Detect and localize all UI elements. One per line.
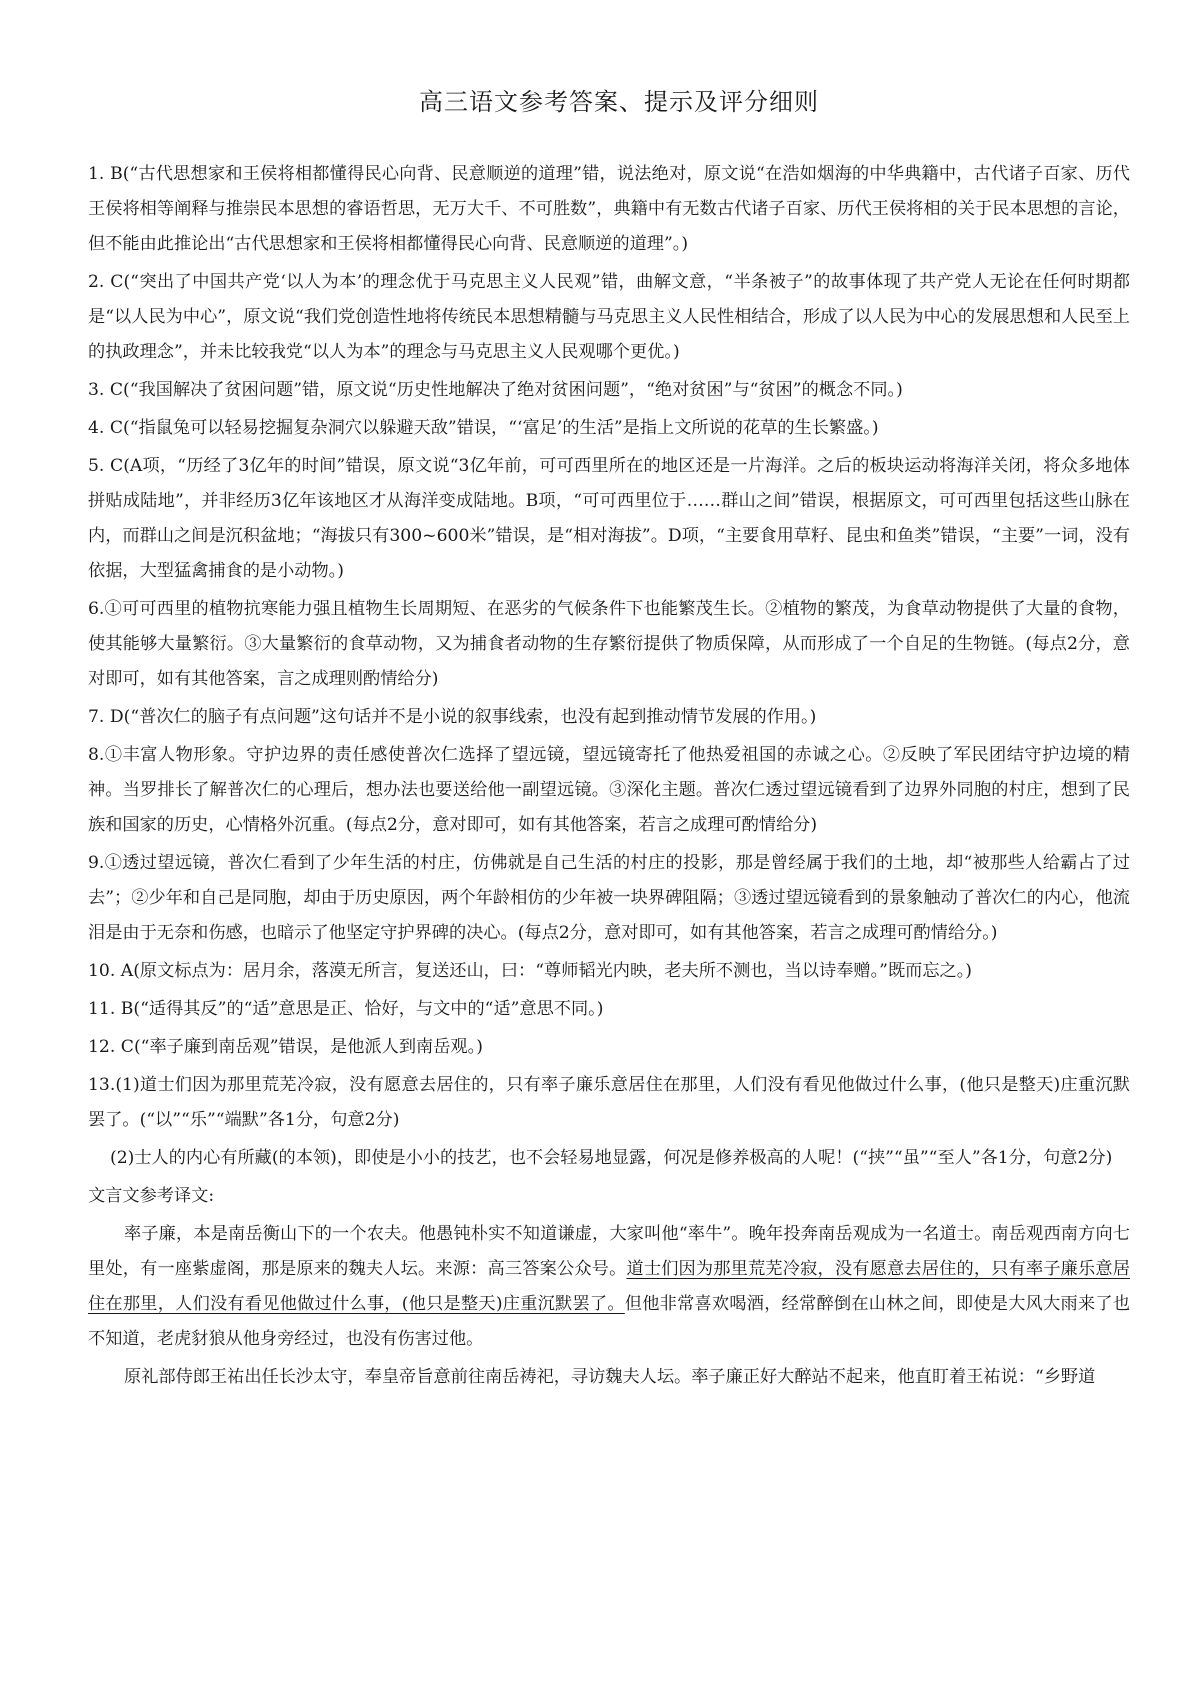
answer-13-part-1: 13.(1)道士们因为那里荒芜冷寂，没有愿意去居住的，只有率子廉乐意居住在那里，人们没有看见他做过什么事，(他只是整天)庄重沉默罢了。(“以”“乐”“端默”各1分，句意2分) (88, 1075, 1130, 1130)
answer-1: 1. B(“古代思想家和王侯将相都懂得民心向背、民意顺逆的道理”错，说法绝对，原文说“在浩如烟海的中华典籍中，古代诸子百家、历代王侯将相等阐释与推崇民本思想的睿语哲思，无万大千、不可胜数”，典籍中有无数古代诸子百家、历代王侯将相的关于民本思想的言论，但不能由此推论出“古代思想家和王侯将相都懂得民心向背、民意顺逆的道理”。) (88, 164, 1130, 254)
answer-12: 12. C(“率子廉到南岳观”错误，是他派人到南岳观。) (88, 1037, 483, 1057)
answer-5: 5. C(A项，“历经了3亿年的时间”错误，原文说“3亿年前，可可西里所在的地区还是一片海洋。之后的板块运动将海洋关闭，将众多地体拼贴成陆地”，并非经历3亿年该地区才从海洋变成陆地。B项，“可可西里位于……群山之间”错误，根据原文，可可西里包括这些山脉在内，而群山之间是沉积盆地；“海拔只有300~600米”错误，是“相对海拔”。D项，“主要食用草籽、昆虫和鱼类”错误，“主要”一词，没有依据，大型猛禽捕食的是小动物。) (88, 456, 1130, 581)
answer-11: 11. B(“适得其反”的“适”意思是正、恰好，与文中的“适”意思不同。) (88, 999, 604, 1019)
answer-3: 3. C(“我国解决了贫困问题”错，原文说“历史性地解决了绝对贫困问题”，“绝对贫困”与“贫困”的概念不同。) (88, 380, 903, 400)
translation-paragraph-1 (88, 1217, 1130, 1357)
answer-10: 10. A(原文标点为：居月余，落漠无所言，复送还山，曰：“尊师韬光内映，老夫所不测也，当以诗奉赠。”既而忘之。) (88, 961, 972, 981)
translation-paragraph-2: 原礼部侍郎王祐出任长沙太守，奉皇帝旨意前往南岳祷祀，寻访魏夫人坛。率子廉正好大醉站不起来，他直盯着王祐说：“乡野道 (124, 1367, 1096, 1387)
answer-4: 4. C(“指鼠兔可以轻易挖掘复杂洞穴以躲避天敌”错误，“‘富足’的生活”是指上文所说的花草的生长繁盛。) (88, 418, 879, 438)
translation-p1-after: 但他非常喜欢喝酒，经常醉倒在山林之间，即使是大风大雨来了也不知道，老虎豺狼从他身旁经过，也没有伤害过他。 (88, 1294, 1130, 1349)
answer-2: 2. C(“突出了中国共产党‘以人为本’的理念优于马克思主义人民观”错，曲解文意，“半条被子”的故事体现了共产党人无论在任何时期都是“以人民为中心”，原文说“我们党创造性地将传统民本思想精髓与马克思主义人民性相结合，形成了以人民为中心的发展思想和人民至上的执政理念”，并未比较我党“以人为本”的理念与马克思主义人民观哪个更优。) (88, 272, 1130, 362)
translation-p1-underlined: 道士们因为那里荒芜冷寂，没有愿意去居住的，只有率子廉乐意居住在那里，人们没有看见他做过什么事，(他只是整天)庄重沉默罢了。 (88, 1259, 1130, 1314)
answer-6: 6.①可可西里的植物抗寒能力强且植物生长周期短、在恶劣的气候条件下也能繁茂生长。②植物的繁茂，为食草动物提供了大量的食物，使其能够大量繁衍。③大量繁衍的食草动物，又为捕食者动物的生存繁衍提供了物质保障，从而形成了一个自足的生物链。(每点2分，意对即可，如有其他答案，言之成理则酌情给分) (88, 599, 1130, 689)
answer-7: 7. D(“普次仁的脑子有点问题”这句话并不是小说的叙事线索，也没有起到推动情节发展的作用。) (88, 707, 817, 727)
answer-8: 8.①丰富人物形象。守护边界的责任感使普次仁选择了望远镜，望远镜寄托了他热爱祖国的赤诚之心。②反映了军民团结守护边境的精神。当罗排长了解普次仁的心理后，想办法也要送给他一副望远镜。③深化主题。普次仁透过望远镜看到了边界外同胞的村庄，想到了民族和国家的历史，心情格外沉重。(每点2分，意对即可，如有其他答案，若言之成理可酌情给分) (88, 745, 1130, 835)
translation-p1-before: 率子廉，本是南岳衡山下的一个农夫。他愚钝朴实不知道谦虚，大家叫他“率牛”。晚年投奔南岳观成为一名道士。南岳观西南方向七里处，有一座紫虚阁，那是原来的魏夫人坛。来源：高三答案公众号。 (88, 1224, 1130, 1279)
answer-9: 9.①透过望远镜，普次仁看到了少年生活的村庄，仿佛就是自己生活的村庄的投影，那是曾经属于我们的土地，却“被那些人给霸占了过去”；②少年和自己是同胞，却由于历史原因，两个年龄相仿的少年被一块界碑阻隔；③透过望远镜看到的景象触动了普次仁的内心，他流泪是由于无奈和伤感，也暗示了他坚定守护界碑的决心。(每点2分，意对即可，如有其他答案，若言之成理可酌情给分。) (88, 853, 1130, 943)
answer-13-part-2: (2)士人的内心有所藏(的本领)，即使是小小的技艺，也不会轻易地显露，何况是修养极高的人呢！(“挟”“虽”“至人”各1分，句意2分) (110, 1148, 1113, 1168)
translation-heading: 文言文参考译文: (88, 1186, 215, 1206)
document-title: 高三语文参考答案、提示及评分细则 (419, 88, 819, 116)
